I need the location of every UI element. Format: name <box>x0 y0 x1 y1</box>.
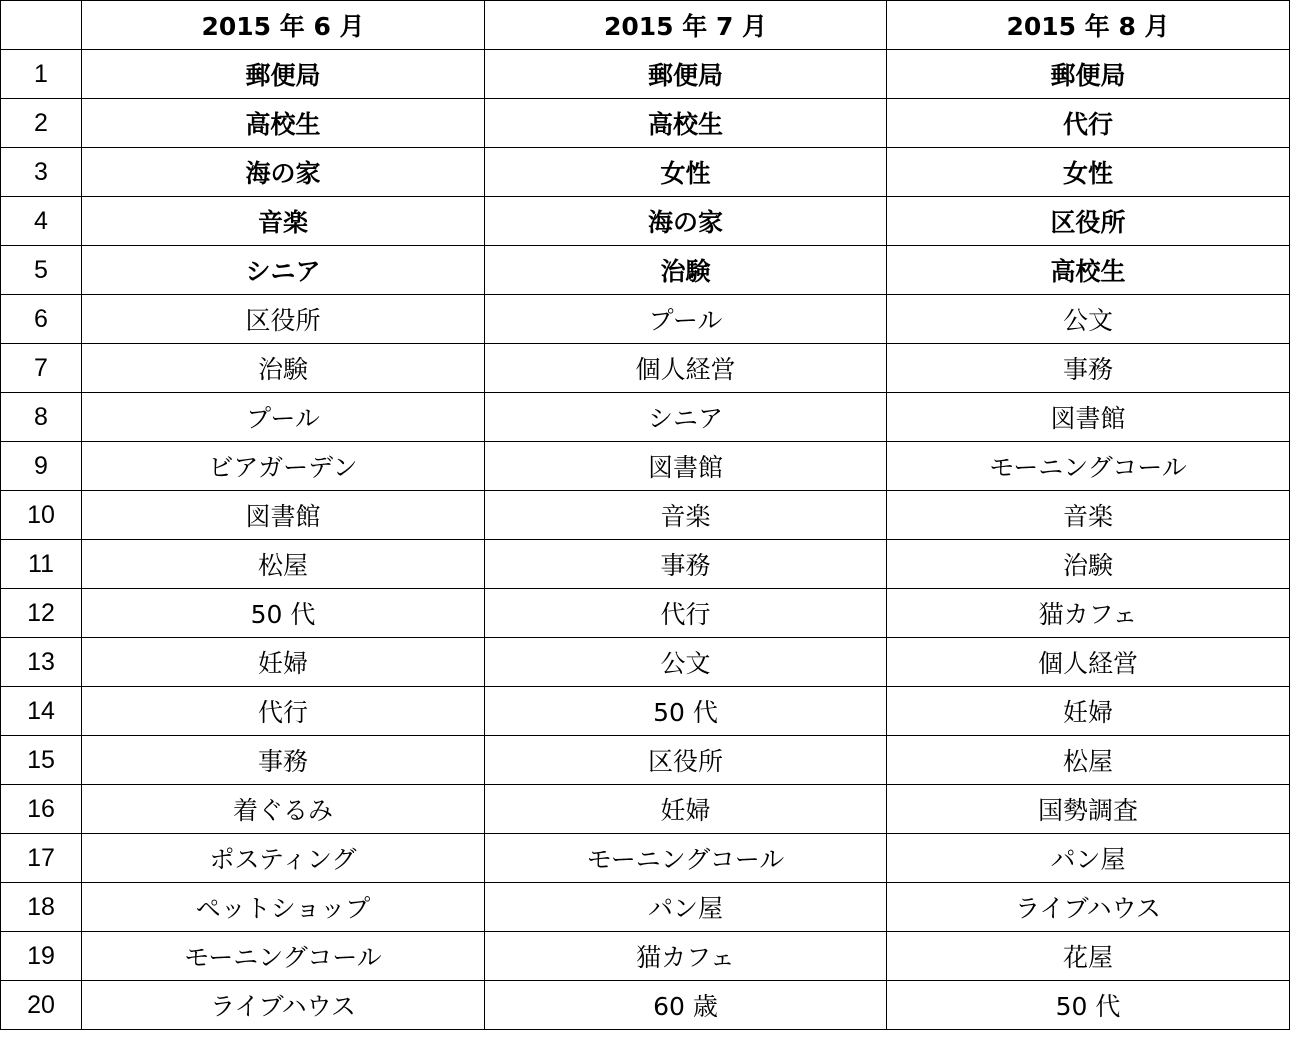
keyword-cell-june: 治験 <box>82 344 485 393</box>
keyword-cell-august: 50 代 <box>887 981 1290 1030</box>
rank-cell: 2 <box>1 99 82 148</box>
keyword-cell-july: 事務 <box>485 540 887 589</box>
table-row <box>1 393 1290 442</box>
keyword-cell-august: 国勢調査 <box>887 785 1290 834</box>
keyword-cell-august: 高校生 <box>887 246 1290 295</box>
keyword-cell-august: 区役所 <box>887 197 1290 246</box>
rank-cell: 8 <box>1 393 82 442</box>
rank-cell: 17 <box>1 834 82 883</box>
header-month-august: 2015 年 8 月 <box>887 1 1290 50</box>
keyword-cell-june: ポスティング <box>82 834 485 883</box>
keyword-cell-august: 郵便局 <box>887 50 1290 99</box>
rank-cell: 20 <box>1 981 82 1030</box>
keyword-cell-july: 音楽 <box>485 491 887 540</box>
rank-cell: 6 <box>1 295 82 344</box>
rank-cell: 5 <box>1 246 82 295</box>
keyword-cell-august: 代行 <box>887 99 1290 148</box>
keyword-cell-august: 治験 <box>887 540 1290 589</box>
header-corner-cell <box>1 1 82 50</box>
keyword-cell-august: 図書館 <box>887 393 1290 442</box>
rank-cell: 12 <box>1 589 82 638</box>
rank-cell: 19 <box>1 932 82 981</box>
table-row <box>1 344 1290 393</box>
keyword-cell-august: モーニングコール <box>887 442 1290 491</box>
keyword-cell-july: 区役所 <box>485 736 887 785</box>
rank-cell: 18 <box>1 883 82 932</box>
rank-cell: 13 <box>1 638 82 687</box>
keyword-cell-august: 女性 <box>887 148 1290 197</box>
keyword-cell-august: ライブハウス <box>887 883 1290 932</box>
keyword-cell-july: 妊婦 <box>485 785 887 834</box>
keyword-cell-july: 図書館 <box>485 442 887 491</box>
keyword-cell-july: 猫カフェ <box>485 932 887 981</box>
keyword-cell-august: 松屋 <box>887 736 1290 785</box>
keyword-cell-august: 猫カフェ <box>887 589 1290 638</box>
table-row <box>1 491 1290 540</box>
keyword-cell-june: ビアガーデン <box>82 442 485 491</box>
table-row <box>1 981 1290 1030</box>
header-month-july: 2015 年 7 月 <box>485 1 887 50</box>
table-row <box>1 834 1290 883</box>
table-row <box>1 736 1290 785</box>
table-row <box>1 540 1290 589</box>
keyword-cell-july: シニア <box>485 393 887 442</box>
rank-cell: 1 <box>1 50 82 99</box>
ranking-body <box>1 50 1290 1030</box>
header-row <box>1 1 1290 50</box>
keyword-cell-june: モーニングコール <box>82 932 485 981</box>
keyword-cell-june: ライブハウス <box>82 981 485 1030</box>
table-row <box>1 148 1290 197</box>
keyword-cell-june: 50 代 <box>82 589 485 638</box>
table-row <box>1 197 1290 246</box>
rank-cell: 16 <box>1 785 82 834</box>
keyword-cell-july: 個人経営 <box>485 344 887 393</box>
keyword-cell-july: 60 歳 <box>485 981 887 1030</box>
keyword-cell-august: 公文 <box>887 295 1290 344</box>
keyword-cell-june: プール <box>82 393 485 442</box>
table-row <box>1 589 1290 638</box>
keyword-cell-august: 音楽 <box>887 491 1290 540</box>
keyword-cell-july: 代行 <box>485 589 887 638</box>
keyword-cell-august: 花屋 <box>887 932 1290 981</box>
keyword-cell-june: 事務 <box>82 736 485 785</box>
keyword-cell-june: 図書館 <box>82 491 485 540</box>
table-row <box>1 295 1290 344</box>
keyword-cell-june: 音楽 <box>82 197 485 246</box>
table-row <box>1 442 1290 491</box>
table-row <box>1 785 1290 834</box>
table-row <box>1 638 1290 687</box>
keyword-cell-august: パン屋 <box>887 834 1290 883</box>
keyword-cell-june: シニア <box>82 246 485 295</box>
rank-cell: 11 <box>1 540 82 589</box>
rank-cell: 10 <box>1 491 82 540</box>
keyword-cell-august: 個人経営 <box>887 638 1290 687</box>
keyword-cell-june: ペットショップ <box>82 883 485 932</box>
table-row <box>1 883 1290 932</box>
keyword-cell-july: 公文 <box>485 638 887 687</box>
table-row <box>1 246 1290 295</box>
keyword-cell-june: 着ぐるみ <box>82 785 485 834</box>
rank-cell: 7 <box>1 344 82 393</box>
keyword-cell-july: 郵便局 <box>485 50 887 99</box>
keyword-cell-june: 区役所 <box>82 295 485 344</box>
keyword-cell-june: 海の家 <box>82 148 485 197</box>
rank-cell: 4 <box>1 197 82 246</box>
keyword-cell-july: モーニングコール <box>485 834 887 883</box>
rank-cell: 14 <box>1 687 82 736</box>
table-row <box>1 99 1290 148</box>
keyword-cell-july: 治験 <box>485 246 887 295</box>
table-row <box>1 687 1290 736</box>
keyword-cell-august: 事務 <box>887 344 1290 393</box>
keyword-cell-july: 女性 <box>485 148 887 197</box>
keyword-cell-july: パン屋 <box>485 883 887 932</box>
rank-cell: 9 <box>1 442 82 491</box>
keyword-cell-june: 代行 <box>82 687 485 736</box>
keyword-cell-june: 松屋 <box>82 540 485 589</box>
keyword-cell-july: 高校生 <box>485 99 887 148</box>
header-month-june: 2015 年 6 月 <box>82 1 485 50</box>
keyword-cell-july: 海の家 <box>485 197 887 246</box>
keyword-cell-june: 郵便局 <box>82 50 485 99</box>
keyword-cell-june: 妊婦 <box>82 638 485 687</box>
table-row <box>1 932 1290 981</box>
keyword-cell-july: 50 代 <box>485 687 887 736</box>
keyword-cell-july: プール <box>485 295 887 344</box>
keyword-cell-june: 高校生 <box>82 99 485 148</box>
rank-cell: 3 <box>1 148 82 197</box>
rank-cell: 15 <box>1 736 82 785</box>
table-row <box>1 50 1290 99</box>
keyword-cell-august: 妊婦 <box>887 687 1290 736</box>
